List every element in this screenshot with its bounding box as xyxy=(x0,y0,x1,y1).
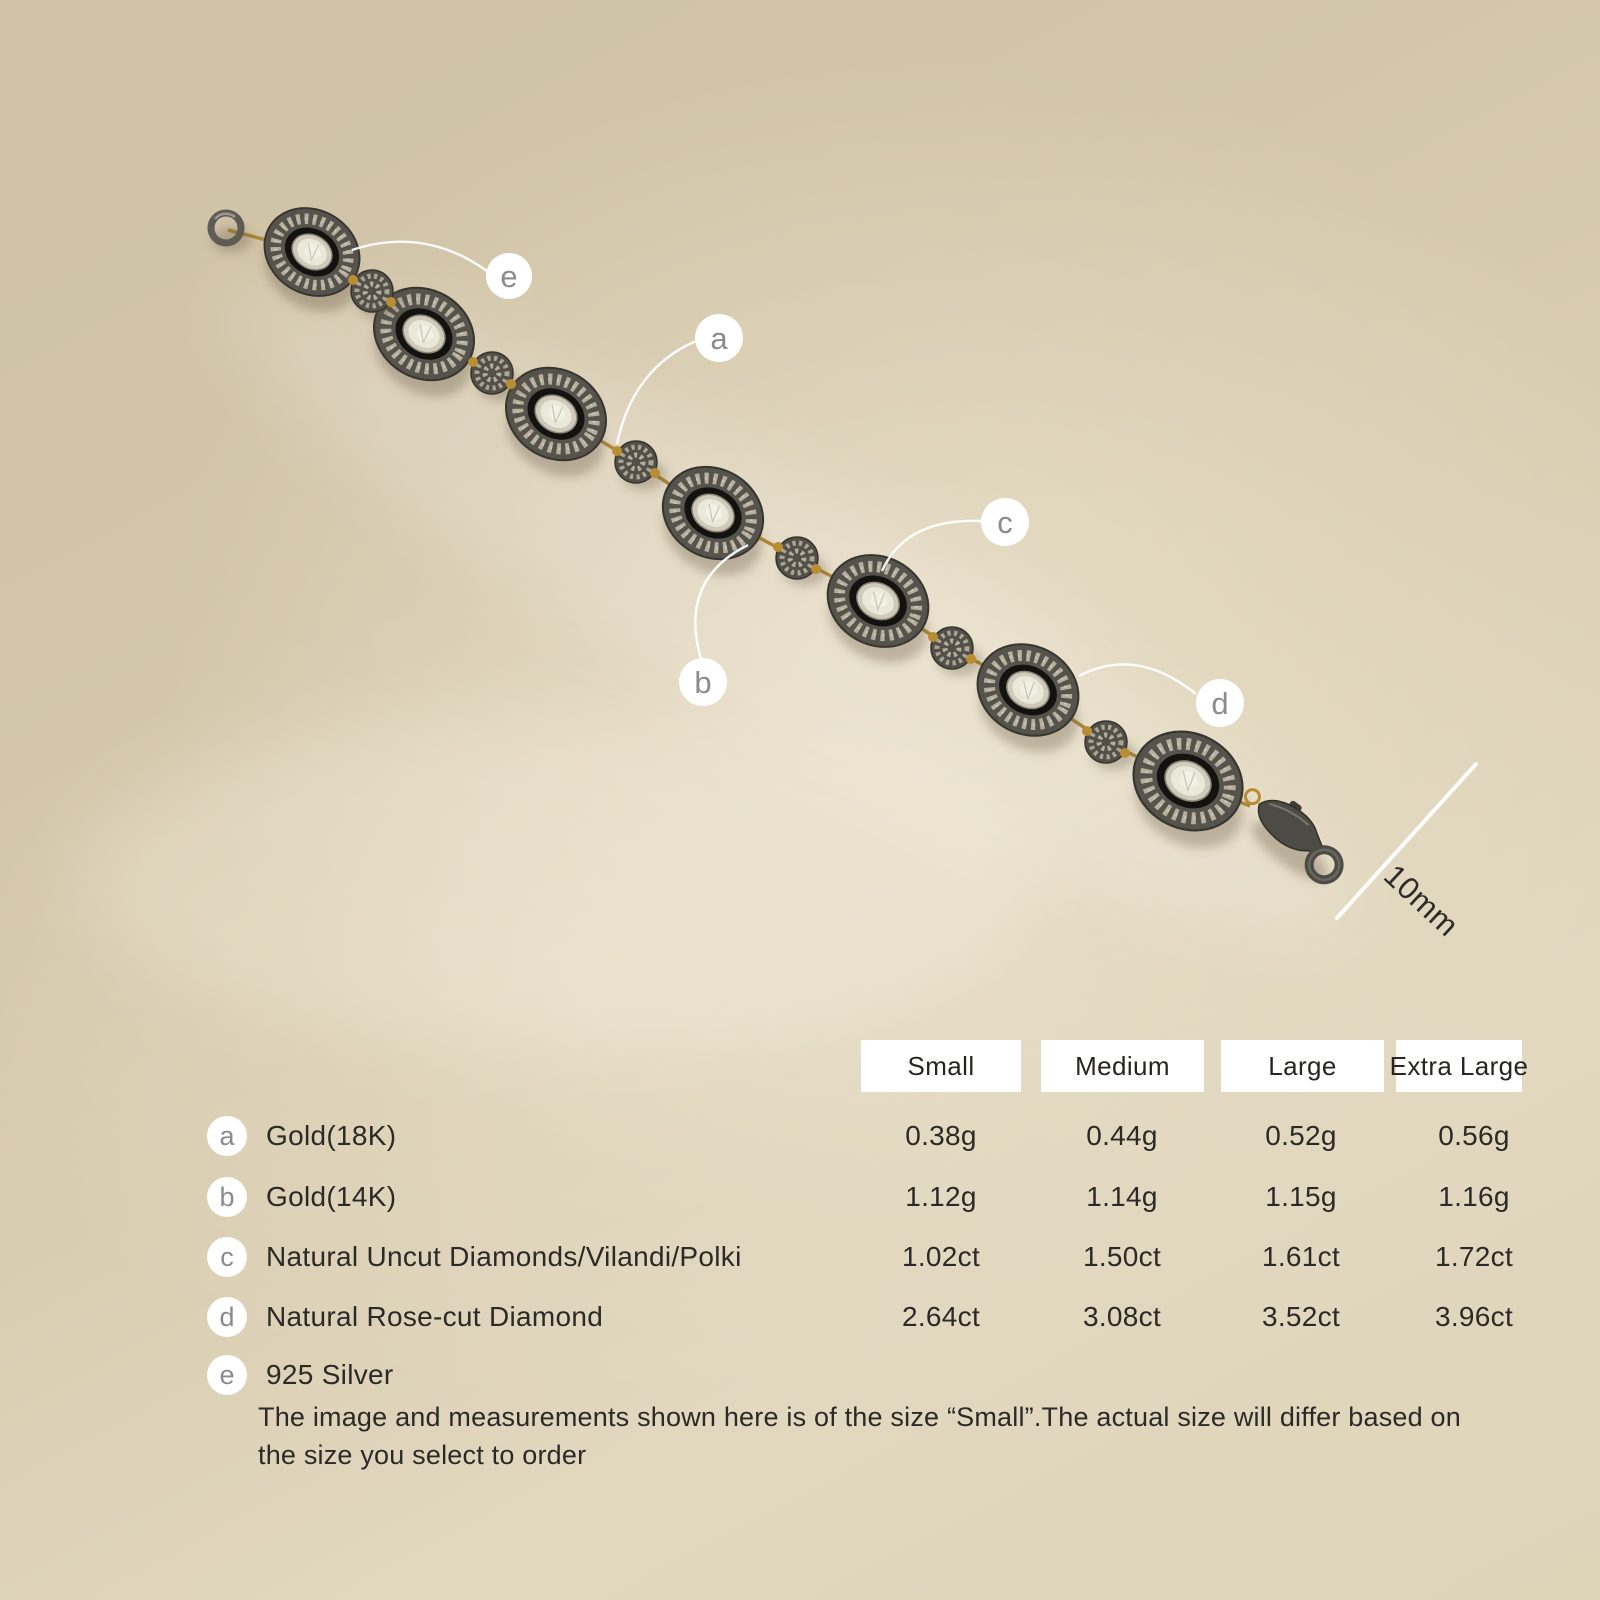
legend-key-letter: b xyxy=(219,1181,235,1212)
value-cell: 1.12g xyxy=(905,1181,977,1212)
callout-b xyxy=(679,658,727,706)
value-cell: 3.96ct xyxy=(1434,1301,1514,1332)
legend-key-letter: d xyxy=(219,1301,235,1332)
legend-key-b xyxy=(207,1177,247,1217)
callout-letter-a: a xyxy=(710,321,728,357)
callout-letter-e: e xyxy=(500,259,518,295)
size-disclaimer: The image and measurements shown here is of the size “Small”.The actual size will differ based on the size you select to order xyxy=(258,1402,1461,1471)
callout-letter-b: b xyxy=(694,665,712,701)
callout-a xyxy=(695,314,743,362)
size-marker-label: 10mm xyxy=(1377,857,1466,944)
material-label-gold-14k: Gold(14K) xyxy=(266,1181,397,1212)
size-header-large: Large xyxy=(1221,1040,1384,1092)
legend-key-letter: e xyxy=(219,1359,235,1390)
value-cell: 1.14g xyxy=(1086,1181,1158,1212)
value-cell: 0.38g xyxy=(905,1120,977,1151)
callout-letter-d: d xyxy=(1211,686,1229,722)
value-cell: 3.52ct xyxy=(1261,1301,1341,1332)
legend-key-c xyxy=(207,1237,247,1277)
legend-key-letter: a xyxy=(219,1120,235,1151)
material-label-uncut-diamonds: Natural Uncut Diamonds/Vilandi/Polki xyxy=(266,1241,742,1272)
legend-key-e xyxy=(207,1355,247,1395)
surface-sheen xyxy=(80,195,1408,1050)
legend-key-d xyxy=(207,1297,247,1337)
material-label-gold-18k: Gold(18K) xyxy=(266,1120,397,1151)
legend-key-a xyxy=(207,1116,247,1156)
callout-c xyxy=(981,498,1029,546)
callout-e xyxy=(486,253,532,299)
callout-d xyxy=(1196,679,1244,727)
size-header-extra-large: Extra Large xyxy=(1396,1040,1522,1092)
value-cell: 1.16g xyxy=(1438,1181,1510,1212)
value-cell: 0.52g xyxy=(1265,1120,1337,1151)
value-cell: 2.64ct xyxy=(901,1301,981,1332)
size-header-medium: Medium xyxy=(1041,1040,1204,1092)
jump-ring xyxy=(211,213,252,252)
value-cell: 1.61ct xyxy=(1261,1241,1341,1272)
size-marker xyxy=(1337,764,1476,943)
value-cell: 1.72ct xyxy=(1434,1241,1514,1272)
size-header-small: Small xyxy=(861,1040,1021,1092)
value-cell: 3.08ct xyxy=(1082,1301,1162,1332)
value-cell: 0.56g xyxy=(1438,1120,1510,1151)
value-cell: 1.15g xyxy=(1265,1181,1337,1212)
value-cell: 1.50ct xyxy=(1082,1241,1162,1272)
legend-key-letter: c xyxy=(220,1241,234,1272)
value-cell: 0.44g xyxy=(1086,1120,1158,1151)
callout-letter-c: c xyxy=(997,505,1013,541)
material-label-925-silver: 925 Silver xyxy=(266,1359,394,1390)
material-label-rose-cut: Natural Rose-cut Diamond xyxy=(266,1301,604,1332)
value-cell: 1.02ct xyxy=(901,1241,981,1272)
